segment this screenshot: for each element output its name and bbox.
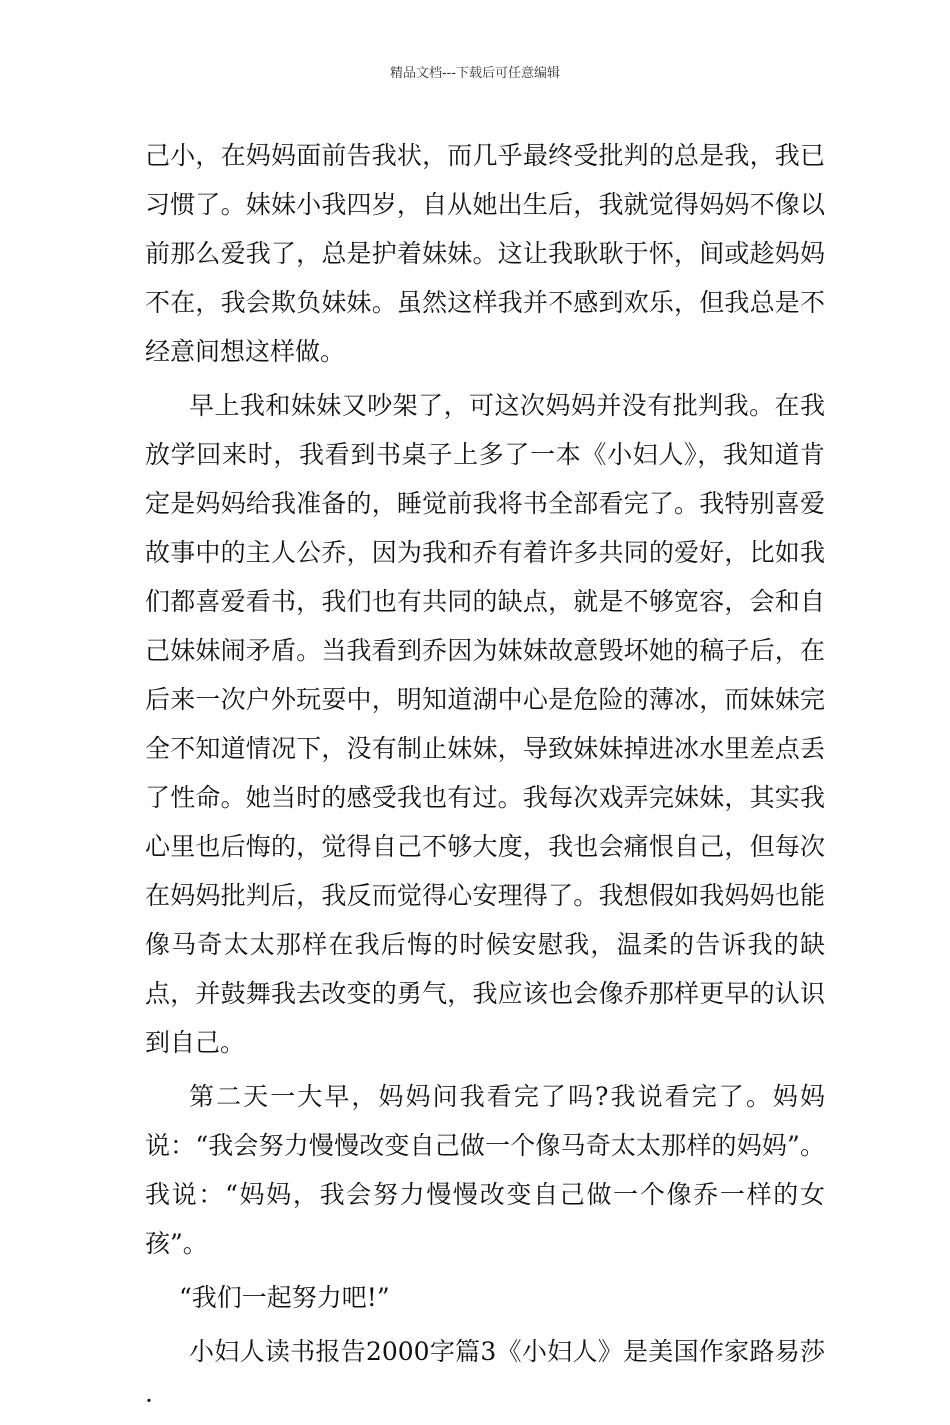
document-body xyxy=(145,131,825,1425)
paragraph-1: 己小，在妈妈面前告我状，而几乎最终受批判的总是我，我已习惯了。妹妹小我四岁，自从她出生后，我就觉得妈妈不像以前那么爱我了，总是护着妹妹。这让我耿耿于怀，间或趁妈妈不在，我会欺负妹妹。虽然这样我并不感到欢乐，但我总是不经意间想这样做。 xyxy=(145,141,825,366)
paragraph-5: 小妇人读书报告2000字篇3《小妇人》是美国作家路易莎· xyxy=(145,1337,825,1415)
paragraph-4: “我们一起努力吧!” xyxy=(179,1283,390,1312)
paragraph-3: 第二天一大早，妈妈问我看完了吗?我说看完了。妈妈说：“我会努力慢慢改变自己做一个像马奇太太那样的妈妈”。我说：“妈妈，我会努力慢慢改变自己做一个像乔一样的女孩”。 xyxy=(145,1082,825,1258)
paragraph-2: 早上我和妹妹又吵架了，可这次妈妈并没有批判我。在我放学回来时，我看到书桌子上多了一本《小妇人》，我知道肯定是妈妈给我准备的，睡觉前我将书全部看完了。我特别喜爱故事中的主人公乔，因为我和乔有着许多共同的爱好，比如我们都喜爱看书，我们也有共同的缺点，就是不够宽容，会和自己妹妹闹矛盾。当我看到乔因为妹妹故意毁坏她的稿子后，在后来一次户外玩耍中，明知道湖中心是危险的薄冰，而妹妹完全不知道情况下，没有制止妹妹，导致妹妹掉进冰水里差点丢了性命。她当时的感受我也有过。我每次戏弄完妹妹，其实我心里也后悔的，觉得自己不够大度，我也会痛恨自己，但每次在妈妈批判后，我反而觉得心安理得了。我想假如我妈妈也能像马奇太太那样在我后悔的时候安慰我，温柔的告诉我的缺点，并鼓舞我去改变的勇气，我应该也会像乔那样更早的认识到自己。 xyxy=(145,391,825,1057)
page-header: 精品文档---下载后可任意编辑 xyxy=(389,66,561,81)
